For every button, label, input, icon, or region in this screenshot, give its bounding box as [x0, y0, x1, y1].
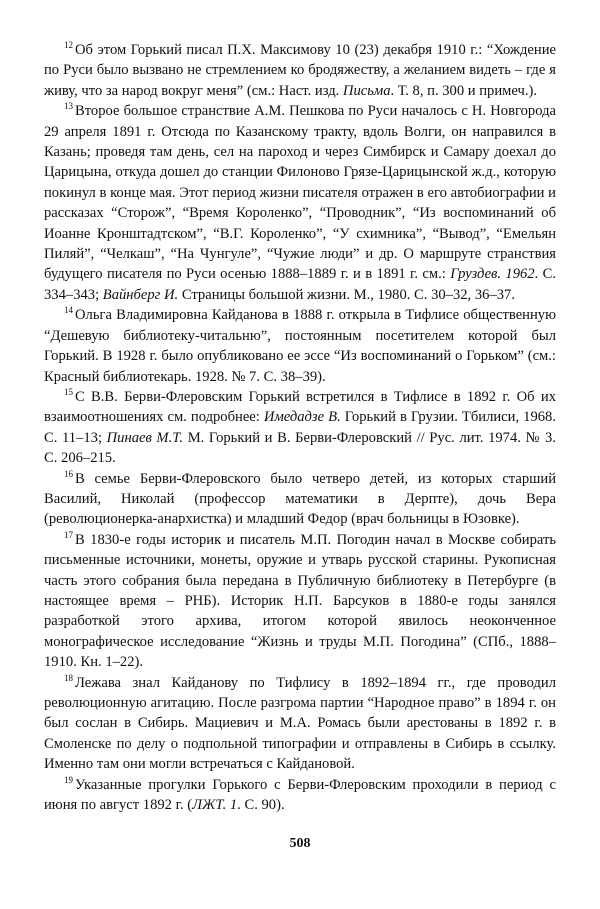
footnote-text: Об этом Горький писал П.Х. Максимову 10 (23) декабря 1910 г.: “Хождение по Руси было вызвано не стремлением ко бродяжеству, а желанием видеть – где я живу, что за народ вокруг меня” (см.: Наст. изд.	[44, 42, 556, 99]
footnote-15	[44, 387, 556, 469]
footnote-16	[44, 469, 556, 530]
footnote-text: . С. 334–343;	[44, 266, 556, 303]
footnote-text: Второе большое странствие А.М. Пешкова по Руси началось с Н. Новгорода 29 апреля 1891 г. Отсюда по Казанскому тракту, вдоль Волги, он направился в Казань; проведя там день, сел на пароход и через Симбирск и Самару доехал до Царицына, откуда дошел до станции Филоново Грязе-Царицынской ж.д., которую покинул в конце мая. Этот период жизни писателя отражен в его автобиографии и рассказах “Сторож”, “Время Короленко”, “Проводник”, “Из воспоминаний об Иоанне Кронштадтском”, “В.Г. Короленко”, “У схимника”, “Вывод”, “Емельян Пиляй”, “Челкаш”, “На Чунгуле”, “Чужие люди” и др. О маршруте странствия будущего писателя по Руси осенью 1888–1889 г. и в 1891 г. см.:	[44, 103, 556, 283]
footnote-text: В семье Берви-Флеровского было четверо детей, из которых старший Василий, Николай (профессор математики в Дерпте), дочь Вера (революционерка-анархистка) и младший Федор (врач больницы в Юзовке).	[44, 470, 556, 528]
footnote-text: С В.В. Берви-Флеровским Горький встретился в Тифлисе в 1892 г. Об их взаимоотношениях см. подробнее:	[44, 388, 556, 426]
footnote-text: . С. 90).	[237, 797, 285, 814]
footnote-italic-text: Имедадзе В.	[263, 409, 341, 426]
footnote-number: 18	[64, 672, 73, 683]
footnote-italic-text: Письма	[342, 82, 391, 99]
footnote-13	[44, 101, 556, 305]
footnote-17	[44, 530, 556, 673]
footnote-text: Страницы большой жизни. М., 1980. С. 30–32, 36–37.	[178, 286, 515, 303]
footnote-18	[44, 673, 556, 775]
footnote-text: Лежава знал Кайданову по Тифлису в 1892–1894 гг., где проводил революционную агитацию. После разгрома партии “Народное право” в 1894 г. он был сослан в Сибирь. Мациевич и М.А. Ромась были арестованы в 1892 г. в Смоленске по делу о подпольной типографии и отправлены в Сибирь в ссылку. Именно там они могли встречаться с Кайдановой.	[44, 674, 556, 773]
footnote-number: 16	[64, 468, 73, 479]
footnote-italic-text: Вайнберг И.	[102, 286, 179, 303]
footnote-number: 12	[64, 40, 73, 50]
footnote-italic-text: ЛЖТ. 1	[192, 797, 238, 814]
footnote-number: 13	[64, 101, 73, 112]
footnote-number: 15	[64, 386, 73, 397]
footnote-text: . Т. 8, п. 300 и примеч.).	[390, 82, 538, 99]
footnotes-block	[44, 40, 556, 815]
page-number: 508	[289, 836, 311, 851]
footnote-text: Указанные прогулки Горького с Берви-Флеровским проходили в период с июня по август 1892 г. (	[44, 776, 556, 814]
footnote-14	[44, 305, 556, 387]
footnote-text: М. Горький и В. Берви-Флеровский // Рус. лит. 1974. № 3. С. 206–215.	[44, 429, 556, 467]
footnote-number: 17	[64, 529, 73, 540]
footnote-italic-text: Пинаев М.Т.	[106, 429, 184, 446]
footnote-text: В 1830-е годы историк и писатель М.П. Погодин начал в Москве собирать письменные источники, монеты, оружие и утварь русской старины. Рукописная часть этого собрания была передана в Публичную библиотеку в Петербурге (в настоящее время – РНБ). Историк Н.П. Барсуков в 1880-е годы занялся разработкой этого архива, итогом которой явилось неоконченное монографическое исследование “Жизнь и труды М.П. Погодина” (СПб., 1888–1910. Кн. 1–22).	[44, 531, 556, 671]
footnote-text: Горький в Грузии. Тбилиси, 1968. С. 11–13;	[44, 409, 556, 446]
footnote-12	[44, 40, 556, 101]
footnote-text: Ольга Владимировна Кайданова в 1888 г. открыла в Тифлисе общественную “Дешевую библиотеку-читальню”, постоянным посетителем которой был Горький. В 1928 г. было опубликовано ее эссе “Из воспоминаний о Горьком” (см.: Красный библиотекарь. 1928. № 7. С. 38–39).	[44, 307, 556, 385]
footnote-number: 14	[64, 305, 73, 316]
footnote-19	[44, 775, 556, 816]
footnote-number: 19	[64, 774, 73, 785]
footnote-italic-text: Груздев. 1962	[450, 266, 535, 283]
